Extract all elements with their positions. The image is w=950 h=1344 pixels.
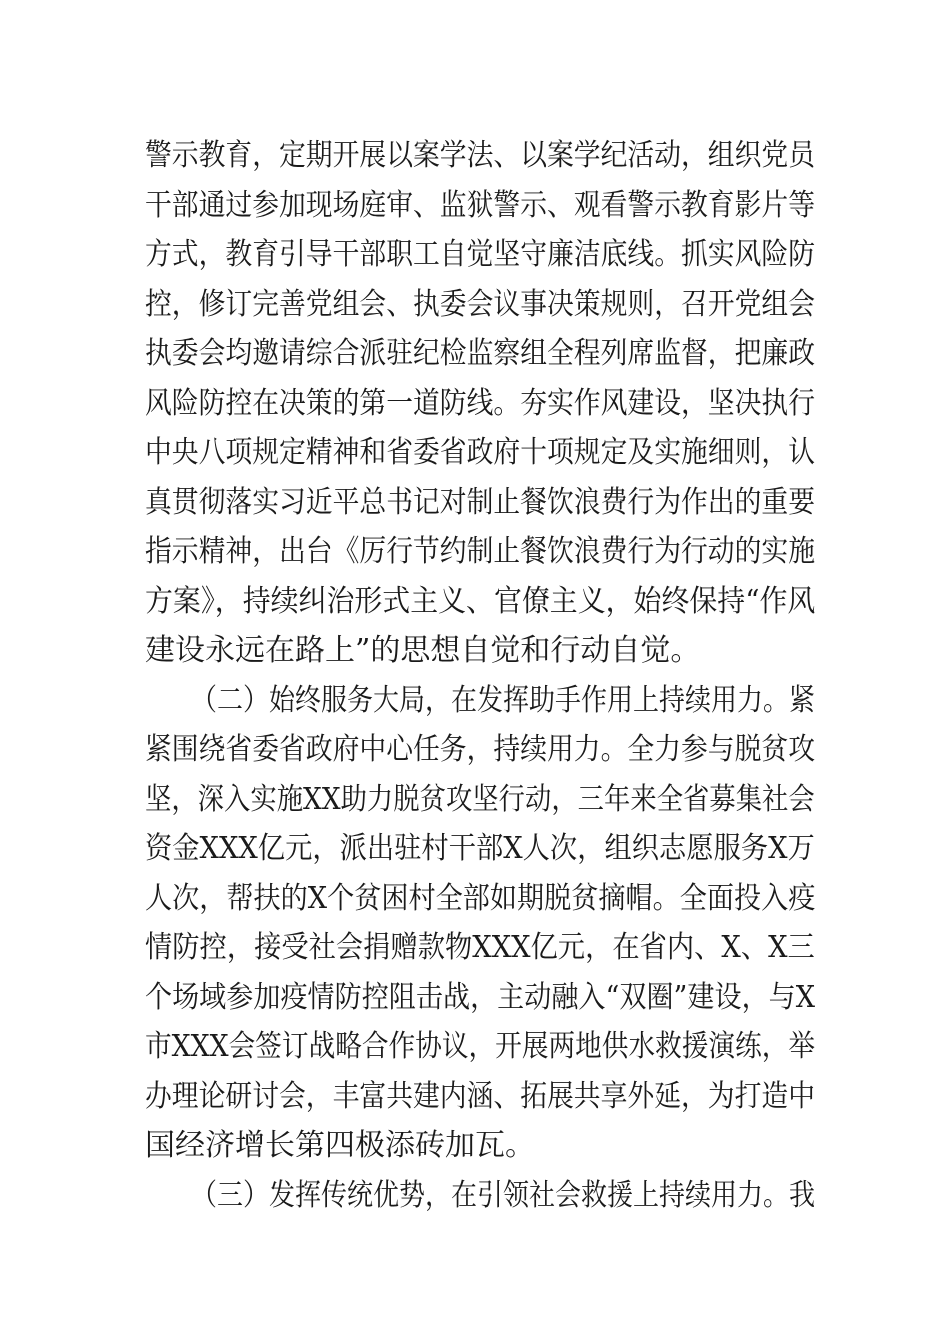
- text-line: 办理论研讨会，丰富共建内涵、拓展共享外延，为打造中: [145, 1078, 815, 1114]
- text-line: 情防控，接受社会捐赠款物XXX亿元，在省内、X、X三: [145, 930, 815, 965]
- text-line: 市XXX会签订战略合作协议，开展两地供水救援演练，举: [145, 1029, 816, 1064]
- text-line: 个场域参加疫情防控阻击战，主动融入“双圈”建设，与X: [145, 979, 816, 1015]
- text-line: 风险防控在决策的第一道防线。夯实作风建设，坚决执行: [145, 385, 815, 421]
- text-line: 中央八项规定精神和省委省政府十项规定及实施细则，认: [145, 435, 815, 470]
- text-line: 资金XXX亿元，派出驻村干部X人次，组织志愿服务X万: [145, 831, 815, 866]
- text-line: 指示精神，出台《厉行节约制止餐饮浪费行为行动的实施: [145, 534, 815, 569]
- text-line: 控，修订完善党组会、执委会议事决策规则，召开党组会: [145, 286, 815, 322]
- text-line: 建设永远在路上”的思想自觉和行动自觉。: [145, 633, 701, 668]
- text-line: 执委会均邀请综合派驻纪检监察组全程列席监督，把廉政: [145, 336, 815, 371]
- text-line: 方案》，持续纠治形式主义、官僚主义，始终保持“作风: [145, 583, 816, 619]
- body-text: [145, 131, 815, 1220]
- text-line: 方式，教育引导干部职工自觉坚守廉洁底线。抓实风险防: [145, 237, 815, 272]
- section-heading-line: （三）发挥传统优势，在引领社会救援上持续用力。我: [191, 1177, 815, 1213]
- text-line: 人次，帮扶的X个贫困村全部如期脱贫摘帽。全面投入疫: [145, 880, 816, 916]
- text-line: 干部通过参加现场庭审、监狱警示、观看警示教育影片等: [145, 187, 815, 223]
- text-line: 警示教育，定期开展以案学法、以案学纪活动，组织党员: [145, 138, 815, 173]
- text-line: 国经济增长第四极添砖加瓦。: [145, 1128, 535, 1163]
- section-heading-line: （二）始终服务大局，在发挥助手作用上持续用力。紧: [191, 682, 815, 718]
- text-line: 紧围绕省委省政府中心任务，持续用力。全力参与脱贫攻: [145, 732, 815, 767]
- text-line: 真贯彻落实习近平总书记对制止餐饮浪费行为作出的重要: [145, 484, 815, 520]
- text-line: 坚，深入实施XX助力脱贫攻坚行动，三年来全省募集社会: [145, 781, 815, 817]
